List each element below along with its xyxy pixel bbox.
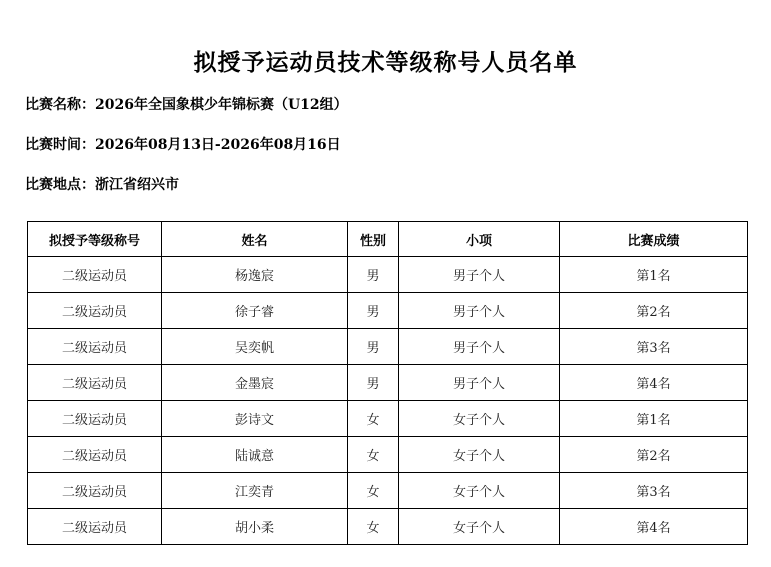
cell-result: 第3名 xyxy=(560,329,748,365)
cell-grade-title: 二级运动员 xyxy=(28,437,162,473)
competition-name-value: 2026年全国象棋少年锦标赛（U12组） xyxy=(95,97,348,113)
cell-grade-title: 二级运动员 xyxy=(28,401,162,437)
header-grade-title: 拟授予等级称号 xyxy=(28,222,162,257)
table-row xyxy=(28,437,748,473)
competition-time-line xyxy=(25,134,341,154)
cell-result: 第2名 xyxy=(560,437,748,473)
cell-name: 胡小柔 xyxy=(162,509,348,545)
competition-time-value: 2026年08月13日-2026年08月16日 xyxy=(95,137,341,153)
cell-name: 彭诗文 xyxy=(162,401,348,437)
cell-grade-title: 二级运动员 xyxy=(28,509,162,545)
cell-name: 金墨宸 xyxy=(162,365,348,401)
table-row xyxy=(28,329,748,365)
cell-event: 女子个人 xyxy=(399,509,560,545)
cell-gender: 男 xyxy=(348,257,399,293)
competition-name-line xyxy=(25,94,348,114)
header-event: 小项 xyxy=(399,222,560,257)
competition-place-line xyxy=(25,174,179,194)
cell-gender: 男 xyxy=(348,365,399,401)
cell-grade-title: 二级运动员 xyxy=(28,293,162,329)
cell-result: 第4名 xyxy=(560,509,748,545)
header-result: 比赛成绩 xyxy=(560,222,748,257)
cell-grade-title: 二级运动员 xyxy=(28,329,162,365)
cell-event: 男子个人 xyxy=(399,257,560,293)
table-header-row xyxy=(28,222,748,257)
cell-event: 男子个人 xyxy=(399,293,560,329)
cell-gender: 女 xyxy=(348,401,399,437)
cell-event: 女子个人 xyxy=(399,473,560,509)
cell-name: 吴奕帆 xyxy=(162,329,348,365)
table-row xyxy=(28,257,748,293)
cell-name: 徐子睿 xyxy=(162,293,348,329)
cell-name: 江奕青 xyxy=(162,473,348,509)
cell-gender: 男 xyxy=(348,329,399,365)
table-row xyxy=(28,401,748,437)
competition-name-label: 比赛名称： xyxy=(25,97,95,113)
competition-place-label: 比赛地点： xyxy=(25,177,95,193)
header-gender: 性别 xyxy=(348,222,399,257)
cell-event: 女子个人 xyxy=(399,401,560,437)
cell-event: 男子个人 xyxy=(399,365,560,401)
cell-gender: 女 xyxy=(348,509,399,545)
cell-event: 男子个人 xyxy=(399,329,560,365)
cell-name: 陆诚意 xyxy=(162,437,348,473)
header-name: 姓名 xyxy=(162,222,348,257)
cell-result: 第2名 xyxy=(560,293,748,329)
cell-gender: 女 xyxy=(348,437,399,473)
table-row xyxy=(28,365,748,401)
cell-grade-title: 二级运动员 xyxy=(28,365,162,401)
competition-time-label: 比赛时间： xyxy=(25,137,95,153)
cell-result: 第4名 xyxy=(560,365,748,401)
cell-gender: 女 xyxy=(348,473,399,509)
competition-place-value: 浙江省绍兴市 xyxy=(95,177,179,193)
cell-result: 第1名 xyxy=(560,401,748,437)
page-title: 拟授予运动员技术等级称号人员名单 xyxy=(193,50,578,76)
athlete-roster-table xyxy=(27,221,748,545)
table-row xyxy=(28,473,748,509)
cell-name: 杨逸宸 xyxy=(162,257,348,293)
cell-event: 女子个人 xyxy=(399,437,560,473)
table-row xyxy=(28,509,748,545)
cell-grade-title: 二级运动员 xyxy=(28,257,162,293)
table-row xyxy=(28,293,748,329)
cell-gender: 男 xyxy=(348,293,399,329)
cell-grade-title: 二级运动员 xyxy=(28,473,162,509)
cell-result: 第1名 xyxy=(560,257,748,293)
cell-result: 第3名 xyxy=(560,473,748,509)
